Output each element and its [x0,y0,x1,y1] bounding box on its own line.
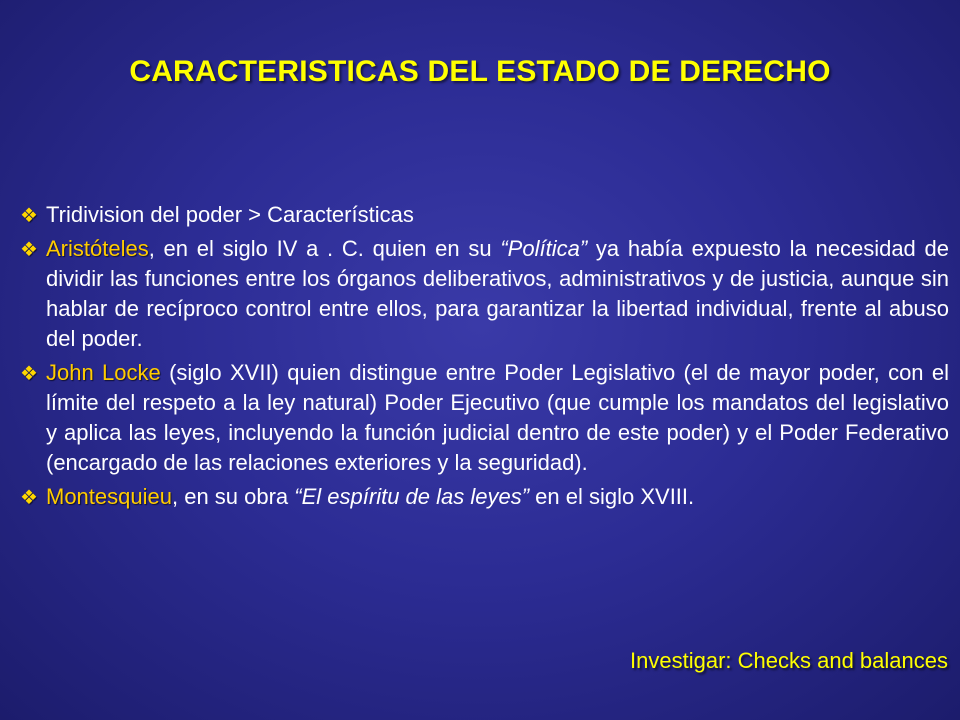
item-text: , en el siglo IV a . C. quien en su [148,236,501,261]
item-name: Montesquieu [46,484,172,509]
list-item [18,234,949,354]
list-item [18,358,949,478]
item-quote: “Política” [500,236,588,261]
item-quote: “El espíritu de las leyes” [294,484,530,509]
item-text: ya había expuesto la necesidad de dividir las funciones entre los órganos deliberativos, administrativos y de justicia, aunque sin hablar de recíproco control entre ellos, para garantizar la libertad individual, frente al abuso del poder. [46,236,949,351]
item-text: , en su obra [171,484,295,509]
list-item [18,200,949,230]
list-item [18,482,949,512]
footer-note: Investigar: Checks and balances [630,648,948,673]
item-name: Aristóteles [46,236,149,261]
bullet-list [18,200,949,516]
item-name: John Locke [46,360,161,385]
diamond-bullet-icon: ❖ [20,485,38,509]
diamond-bullet-icon: ❖ [20,203,38,227]
item-text: Tridivision del poder > Características [46,202,414,227]
item-text: (siglo XVII) quien distingue entre Poder Legislativo (el de mayor poder, con el límite del respeto a la ley natural) Poder Ejecutivo (que cumple los mandatos del legislativo y aplica las leyes, incluyendo la función judicial dentro de este poder) y el Poder Federativo (encargado de las relaciones exteriores y la seguridad). [46,360,949,475]
diamond-bullet-icon: ❖ [20,237,38,261]
diamond-bullet-icon: ❖ [20,361,38,385]
item-text: en el siglo XVIII. [529,484,695,509]
slide-title: CARACTERISTICAS DEL ESTADO DE DERECHO [129,55,831,88]
